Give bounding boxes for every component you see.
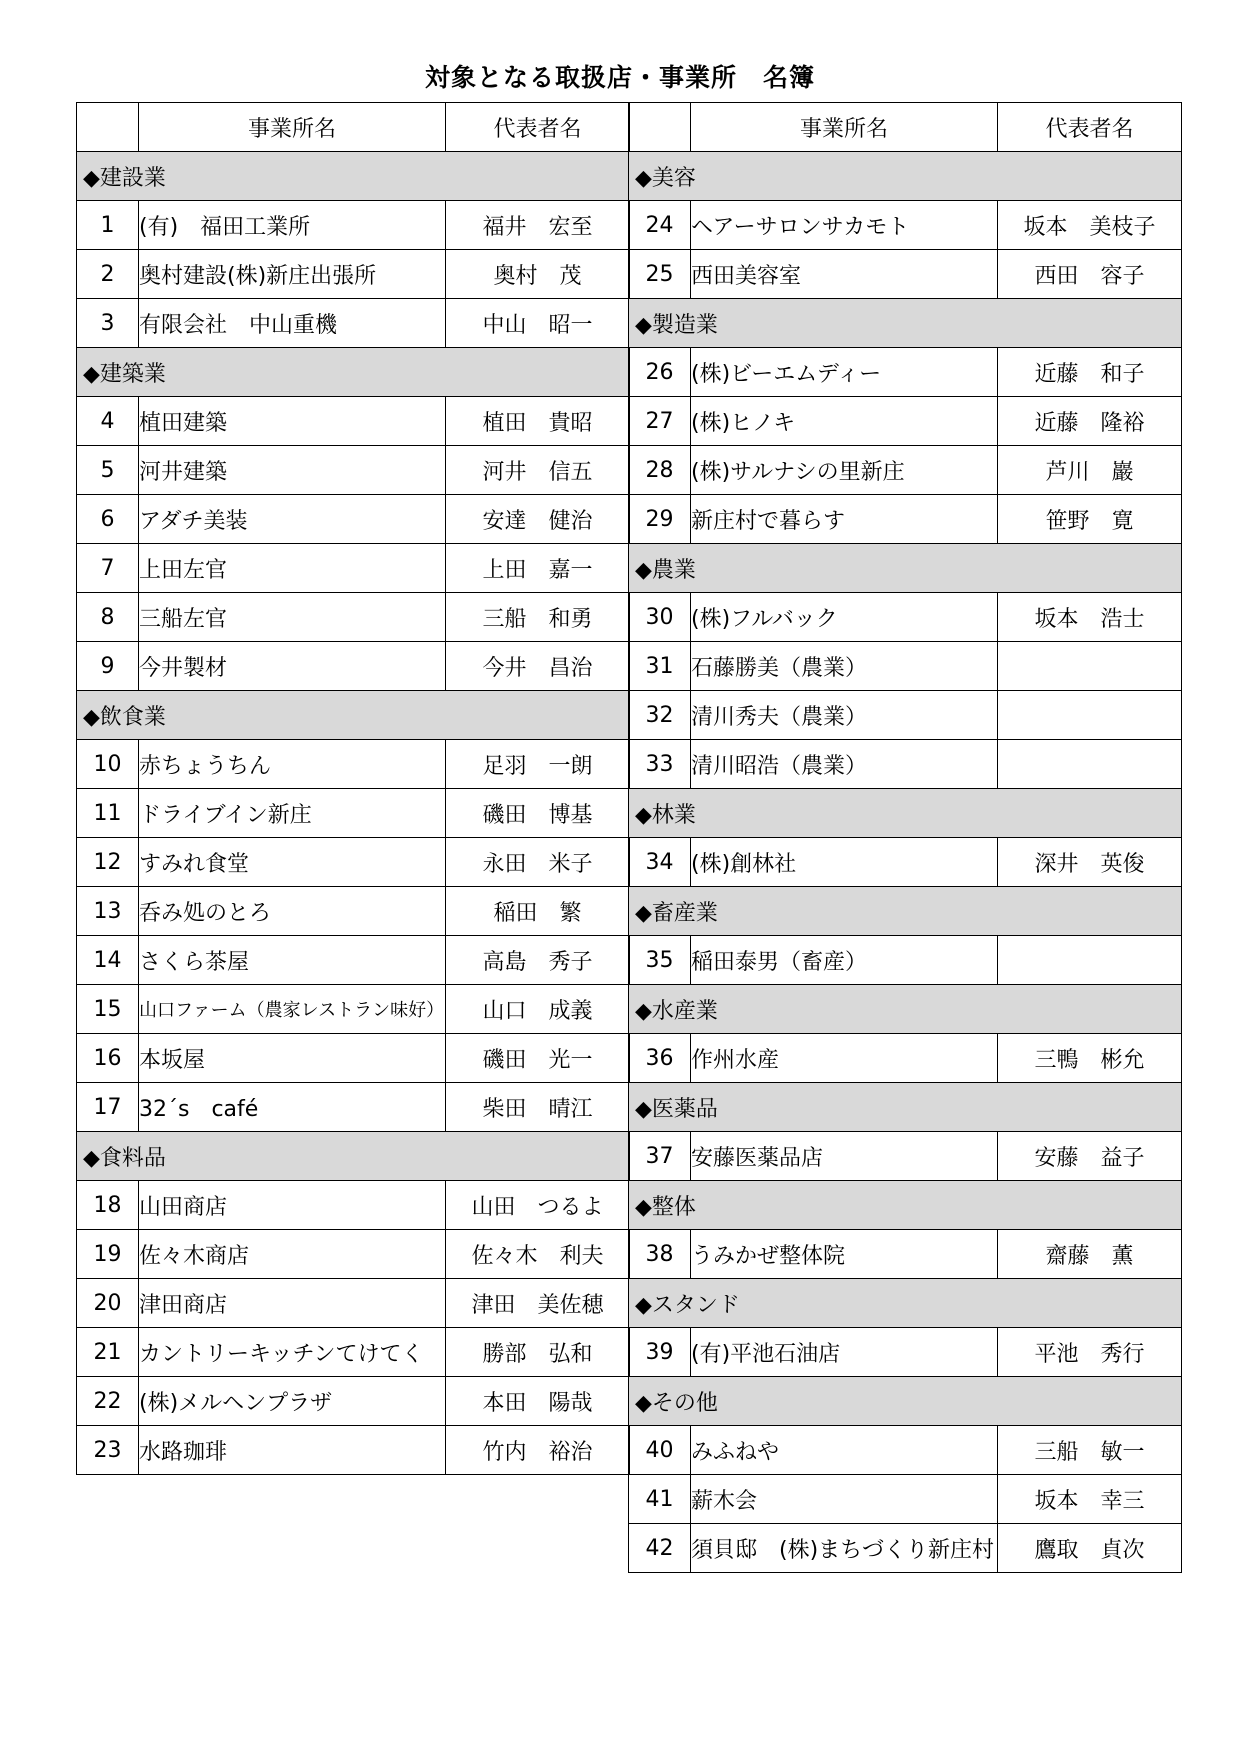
business-name: 上田左官 bbox=[139, 544, 446, 593]
header-number-cell bbox=[629, 103, 691, 152]
table-row bbox=[77, 642, 630, 691]
entry-number: 20 bbox=[77, 1279, 139, 1328]
business-name: 石藤勝美（農業） bbox=[691, 642, 998, 691]
business-name: 有限会社 中山重機 bbox=[139, 299, 446, 348]
table-row bbox=[77, 936, 630, 985]
category-row bbox=[629, 985, 1182, 1034]
representative-name: 植田 貴昭 bbox=[446, 397, 630, 446]
entry-number: 34 bbox=[629, 838, 691, 887]
entry-number: 28 bbox=[629, 446, 691, 495]
entry-number: 21 bbox=[77, 1328, 139, 1377]
representative-name: 足羽 一朗 bbox=[446, 740, 630, 789]
table-row bbox=[77, 299, 630, 348]
representative-name: 三船 和勇 bbox=[446, 593, 630, 642]
header-row bbox=[77, 103, 630, 152]
table-row bbox=[77, 495, 630, 544]
business-name: みふねや bbox=[691, 1426, 998, 1475]
table-row bbox=[77, 1426, 630, 1475]
entry-number: 27 bbox=[629, 397, 691, 446]
entry-number: 3 bbox=[77, 299, 139, 348]
business-name: 清川秀夫（農業） bbox=[691, 691, 998, 740]
entry-number: 29 bbox=[629, 495, 691, 544]
business-name: 稲田泰男（畜産） bbox=[691, 936, 998, 985]
business-name: すみれ食堂 bbox=[139, 838, 446, 887]
table-row bbox=[629, 1475, 1182, 1524]
business-name: (有)平池石油店 bbox=[691, 1328, 998, 1377]
table-row bbox=[629, 201, 1182, 250]
representative-name: 佐々木 利夫 bbox=[446, 1230, 630, 1279]
entry-number: 42 bbox=[629, 1524, 691, 1573]
business-name: (株)ビーエムディー bbox=[691, 348, 998, 397]
entry-number: 35 bbox=[629, 936, 691, 985]
table-row bbox=[629, 691, 1182, 740]
representative-name: 中山 昭一 bbox=[446, 299, 630, 348]
category-row bbox=[629, 1279, 1182, 1328]
business-name: 須貝邸 (株)まちづくり新庄村 bbox=[691, 1524, 998, 1573]
category-label: ◆建設業 bbox=[77, 152, 630, 201]
table-row bbox=[629, 1524, 1182, 1573]
business-name: 薪木会 bbox=[691, 1475, 998, 1524]
table-row bbox=[77, 1181, 630, 1230]
category-label: ◆農業 bbox=[629, 544, 1182, 593]
table-row bbox=[77, 1328, 630, 1377]
representative-name bbox=[998, 642, 1182, 691]
representative-name: 近藤 和子 bbox=[998, 348, 1182, 397]
entry-number: 37 bbox=[629, 1132, 691, 1181]
representative-name: 鷹取 貞次 bbox=[998, 1524, 1182, 1573]
representative-name: 坂本 浩士 bbox=[998, 593, 1182, 642]
business-name: 山田商店 bbox=[139, 1181, 446, 1230]
business-name: 三船左官 bbox=[139, 593, 446, 642]
table-row bbox=[629, 348, 1182, 397]
entry-number: 2 bbox=[77, 250, 139, 299]
table-row bbox=[77, 544, 630, 593]
entry-number: 25 bbox=[629, 250, 691, 299]
table-row bbox=[77, 593, 630, 642]
category-row bbox=[629, 1181, 1182, 1230]
representative-name: 坂本 幸三 bbox=[998, 1475, 1182, 1524]
business-name: 水路珈琲 bbox=[139, 1426, 446, 1475]
table-row bbox=[77, 1377, 630, 1426]
entry-number: 38 bbox=[629, 1230, 691, 1279]
representative-name: 勝部 弘和 bbox=[446, 1328, 630, 1377]
table-row bbox=[629, 1132, 1182, 1181]
category-row bbox=[629, 789, 1182, 838]
entry-number: 10 bbox=[77, 740, 139, 789]
entry-number: 36 bbox=[629, 1034, 691, 1083]
table-row bbox=[77, 397, 630, 446]
category-row bbox=[629, 152, 1182, 201]
business-name: 新庄村で暮らす bbox=[691, 495, 998, 544]
category-label: ◆飲食業 bbox=[77, 691, 630, 740]
business-name: 清川昭浩（農業） bbox=[691, 740, 998, 789]
category-row bbox=[77, 348, 630, 397]
entry-number: 18 bbox=[77, 1181, 139, 1230]
business-name: ヘアーサロンサカモト bbox=[691, 201, 998, 250]
business-name: (有) 福田工業所 bbox=[139, 201, 446, 250]
business-name: (株)メルヘンプラザ bbox=[139, 1377, 446, 1426]
representative-name: 今井 昌治 bbox=[446, 642, 630, 691]
business-name: (株)ヒノキ bbox=[691, 397, 998, 446]
representative-name: 近藤 隆裕 bbox=[998, 397, 1182, 446]
representative-name: 三鴨 彬允 bbox=[998, 1034, 1182, 1083]
representative-name: 磯田 博基 bbox=[446, 789, 630, 838]
representative-name: 西田 容子 bbox=[998, 250, 1182, 299]
entry-number: 23 bbox=[77, 1426, 139, 1475]
business-name: さくら茶屋 bbox=[139, 936, 446, 985]
business-name: (株)サルナシの里新庄 bbox=[691, 446, 998, 495]
header-business-name: 事業所名 bbox=[691, 103, 998, 152]
table-row bbox=[77, 1083, 630, 1132]
representative-name: 芦川 巖 bbox=[998, 446, 1182, 495]
entry-number: 12 bbox=[77, 838, 139, 887]
table-row bbox=[629, 1328, 1182, 1377]
table-row bbox=[77, 250, 630, 299]
category-row bbox=[77, 691, 630, 740]
table-row bbox=[629, 593, 1182, 642]
representative-name: 平池 秀行 bbox=[998, 1328, 1182, 1377]
category-row bbox=[629, 299, 1182, 348]
entry-number: 16 bbox=[77, 1034, 139, 1083]
representative-name: 竹内 裕治 bbox=[446, 1426, 630, 1475]
representative-name: 安達 健治 bbox=[446, 495, 630, 544]
entry-number: 30 bbox=[629, 593, 691, 642]
representative-name: 福井 宏至 bbox=[446, 201, 630, 250]
category-label: ◆食料品 bbox=[77, 1132, 630, 1181]
entry-number: 31 bbox=[629, 642, 691, 691]
representative-name: 高島 秀子 bbox=[446, 936, 630, 985]
table-row bbox=[629, 1034, 1182, 1083]
header-row bbox=[629, 103, 1182, 152]
entry-number: 14 bbox=[77, 936, 139, 985]
entry-number: 24 bbox=[629, 201, 691, 250]
representative-name bbox=[998, 691, 1182, 740]
entry-number: 39 bbox=[629, 1328, 691, 1377]
business-name: 今井製材 bbox=[139, 642, 446, 691]
category-row bbox=[629, 887, 1182, 936]
representative-name: 磯田 光一 bbox=[446, 1034, 630, 1083]
business-name: 呑み処のとろ bbox=[139, 887, 446, 936]
business-name: 植田建築 bbox=[139, 397, 446, 446]
category-row bbox=[629, 1083, 1182, 1132]
category-row bbox=[77, 152, 630, 201]
roster-table-right bbox=[628, 102, 1182, 1573]
business-name: ドライブイン新庄 bbox=[139, 789, 446, 838]
business-name: 佐々木商店 bbox=[139, 1230, 446, 1279]
entry-number: 32 bbox=[629, 691, 691, 740]
table-row bbox=[629, 1230, 1182, 1279]
table-row bbox=[629, 1426, 1182, 1475]
entry-number: 15 bbox=[77, 985, 139, 1034]
category-label: ◆美容 bbox=[629, 152, 1182, 201]
table-row bbox=[629, 936, 1182, 985]
table-row bbox=[77, 1279, 630, 1328]
header-business-name: 事業所名 bbox=[139, 103, 446, 152]
entry-number: 8 bbox=[77, 593, 139, 642]
business-name: 河井建築 bbox=[139, 446, 446, 495]
representative-name: 稲田 繁 bbox=[446, 887, 630, 936]
header-number-cell bbox=[77, 103, 139, 152]
representative-name: 齋藤 薫 bbox=[998, 1230, 1182, 1279]
business-name: (株)創林社 bbox=[691, 838, 998, 887]
entry-number: 17 bbox=[77, 1083, 139, 1132]
category-label: ◆医薬品 bbox=[629, 1083, 1182, 1132]
category-label: ◆建築業 bbox=[77, 348, 630, 397]
table-row bbox=[77, 1034, 630, 1083]
representative-name: 永田 米子 bbox=[446, 838, 630, 887]
table-row bbox=[629, 495, 1182, 544]
representative-name: 深井 英俊 bbox=[998, 838, 1182, 887]
business-name: 安藤医薬品店 bbox=[691, 1132, 998, 1181]
entry-number: 41 bbox=[629, 1475, 691, 1524]
representative-name bbox=[998, 740, 1182, 789]
representative-name: 山口 成義 bbox=[446, 985, 630, 1034]
business-name: カントリーキッチンてけてく bbox=[139, 1328, 446, 1377]
representative-name: 河井 信五 bbox=[446, 446, 630, 495]
representative-name: 山田 つるよ bbox=[446, 1181, 630, 1230]
entry-number: 1 bbox=[77, 201, 139, 250]
entry-number: 4 bbox=[77, 397, 139, 446]
entry-number: 19 bbox=[77, 1230, 139, 1279]
roster-table-left bbox=[76, 102, 630, 1475]
header-representative: 代表者名 bbox=[446, 103, 630, 152]
table-row bbox=[77, 887, 630, 936]
business-name: 作州水産 bbox=[691, 1034, 998, 1083]
category-label: ◆林業 bbox=[629, 789, 1182, 838]
category-label: ◆整体 bbox=[629, 1181, 1182, 1230]
entry-number: 9 bbox=[77, 642, 139, 691]
category-row bbox=[629, 1377, 1182, 1426]
table-row bbox=[629, 250, 1182, 299]
business-name: うみかぜ整体院 bbox=[691, 1230, 998, 1279]
business-name: 32´s café bbox=[139, 1083, 446, 1132]
business-name: アダチ美装 bbox=[139, 495, 446, 544]
category-label: ◆スタンド bbox=[629, 1279, 1182, 1328]
entry-number: 13 bbox=[77, 887, 139, 936]
table-row bbox=[629, 397, 1182, 446]
representative-name: 坂本 美枝子 bbox=[998, 201, 1182, 250]
representative-name: 本田 陽哉 bbox=[446, 1377, 630, 1426]
representative-name: 奥村 茂 bbox=[446, 250, 630, 299]
document-title: 対象となる取扱店・事業所 名簿 bbox=[424, 63, 815, 92]
entry-number: 33 bbox=[629, 740, 691, 789]
table-row bbox=[77, 1230, 630, 1279]
table-row bbox=[77, 985, 630, 1034]
business-name: 山口ファーム（農家レストラン味好） bbox=[139, 985, 446, 1034]
category-row bbox=[77, 1132, 630, 1181]
table-row bbox=[629, 740, 1182, 789]
entry-number: 7 bbox=[77, 544, 139, 593]
representative-name: 三船 敏一 bbox=[998, 1426, 1182, 1475]
business-name: 赤ちょうちん bbox=[139, 740, 446, 789]
entry-number: 22 bbox=[77, 1377, 139, 1426]
entry-number: 26 bbox=[629, 348, 691, 397]
representative-name bbox=[998, 936, 1182, 985]
business-name: 奥村建設(株)新庄出張所 bbox=[139, 250, 446, 299]
table-row bbox=[629, 838, 1182, 887]
representative-name: 津田 美佐穂 bbox=[446, 1279, 630, 1328]
business-name: 津田商店 bbox=[139, 1279, 446, 1328]
category-label: ◆水産業 bbox=[629, 985, 1182, 1034]
category-label: ◆製造業 bbox=[629, 299, 1182, 348]
entry-number: 11 bbox=[77, 789, 139, 838]
entry-number: 6 bbox=[77, 495, 139, 544]
representative-name: 笹野 寛 bbox=[998, 495, 1182, 544]
representative-name: 柴田 晴江 bbox=[446, 1083, 630, 1132]
category-row bbox=[629, 544, 1182, 593]
representative-name: 上田 嘉一 bbox=[446, 544, 630, 593]
business-name: (株)フルバック bbox=[691, 593, 998, 642]
business-name: 本坂屋 bbox=[139, 1034, 446, 1083]
table-row bbox=[77, 446, 630, 495]
table-row bbox=[77, 789, 630, 838]
table-row bbox=[629, 446, 1182, 495]
table-row bbox=[77, 740, 630, 789]
representative-name: 安藤 益子 bbox=[998, 1132, 1182, 1181]
category-label: ◆その他 bbox=[629, 1377, 1182, 1426]
entry-number: 5 bbox=[77, 446, 139, 495]
table-row bbox=[77, 201, 630, 250]
table-row bbox=[629, 642, 1182, 691]
category-label: ◆畜産業 bbox=[629, 887, 1182, 936]
business-name: 西田美容室 bbox=[691, 250, 998, 299]
header-representative: 代表者名 bbox=[998, 103, 1182, 152]
table-row bbox=[77, 838, 630, 887]
entry-number: 40 bbox=[629, 1426, 691, 1475]
